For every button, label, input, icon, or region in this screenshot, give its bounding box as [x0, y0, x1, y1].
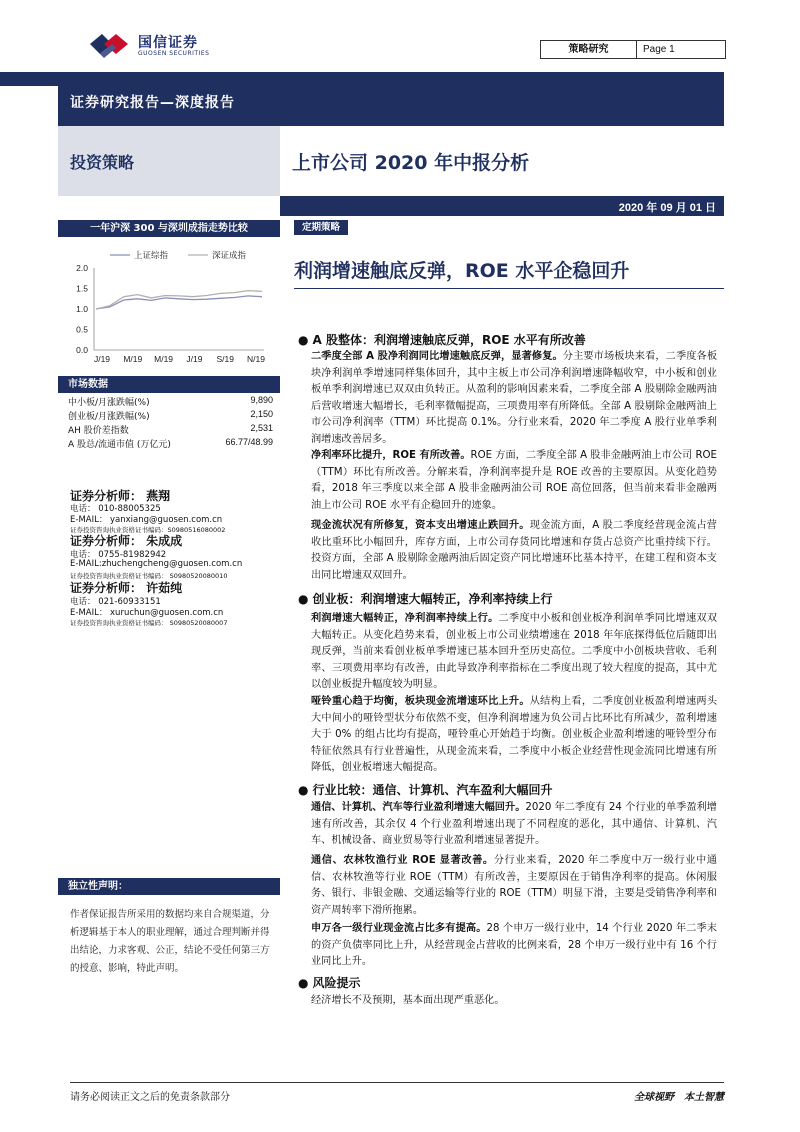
- x-tick-label: J/19: [93, 354, 111, 364]
- x-tick-label: M/19: [123, 354, 143, 364]
- y-tick-label: 0.5: [76, 324, 88, 335]
- y-tick-label: 1.5: [76, 283, 88, 294]
- paragraph-text: 二季度中小板和创业板净利润单季同比增速双双大幅转正。从变化趋势来看，创业板上市公司业绩增速在 2018 年年底探得低位后随即出现反弹，当前来看创业板单季增速已基本回升至历史高位。二季度中小创板块营收、毛利率、三项费用率均有改善，由此导致净利率指标在二季度出现了较大程度的提高，其中尤以创业板提升幅度较为明显。: [311, 613, 718, 690]
- category-label: 策略研究: [541, 41, 637, 58]
- market-row: [68, 423, 273, 436]
- paragraph-text: ROE 方面，二季度全部 A 股非金融两油上市公司 ROE（TTM）环比有所改善。分解来看，净利润率提升是 ROE 改善的主要原因。从变化趋势看，2018 年三季度以来全部 A 股非金融两油公司 ROE 高位回落，但当前来看非金融两油上市公司 ROE 水平有企稳回升的迹象。: [311, 450, 717, 511]
- footer-disclaimer-note: 请务必阅读正文之后的免责条款部分: [70, 1092, 230, 1103]
- analyst-cert: 证券投资咨询执业资格证书编码： S0980520080010: [70, 572, 228, 580]
- analyst-name: 证券分析师： 朱成成: [70, 534, 183, 548]
- section-heading-text: 行业比较：通信、计算机、汽车盈利大幅回升: [312, 783, 553, 797]
- x-tick-label: M/19: [154, 354, 174, 364]
- market-value: 9,890: [250, 395, 273, 405]
- bullet-icon: ●: [298, 783, 309, 797]
- paragraph-lead: 申万各一级行业现金流占比多有提高。: [311, 923, 487, 934]
- logo-name: 国信证券: [138, 35, 198, 51]
- title-rule: [294, 288, 724, 289]
- paragraph-text: 28 个申万一级行业中，14 个行业 2020 年二季末的资产负债率同比上升，从经营现金占营收的比例来看，28 个申万一级行业中有 16 个行业同比上升。: [311, 923, 717, 967]
- paragraph-text: 从结构上看，二季度创业板盈利增速两头大中间小的哑铃型状分布依然不变，但净利润增速为负公司占比环比有所减少，盈利增速大于 0% 的组占比均有提高，哑铃重心开始趋于均衡。创业板企业盈利增速的哑铃型分布特征依然具有行业普遍性，从现金流来看，二季度中小板企业经营性现金流同比增速有所降低，创业板增速大幅提高。: [311, 696, 718, 773]
- paragraph: [311, 800, 717, 850]
- disclaimer-title: 独立性声明：: [68, 881, 128, 892]
- report-date: 2020 年 09 月 01 日: [618, 202, 716, 214]
- market-data-title: 市场数据: [68, 379, 108, 390]
- analyst-cert: 证券投资咨询执业资格证书编码：S0980516080002: [70, 526, 226, 534]
- disclaimer-bar: [58, 878, 280, 895]
- paragraph-lead: 利润增速大幅转正，净利润率持续上行。: [311, 613, 499, 624]
- section-heading-text: A 股整体：利润增速触底反弹，ROE 水平有所改善: [312, 333, 586, 347]
- bullet-icon: ●: [298, 976, 309, 990]
- paragraph-lead: 通信、农林牧渔行业 ROE 显著改善。: [311, 855, 494, 866]
- section-heading: [298, 331, 586, 348]
- paragraph: [311, 921, 717, 971]
- paragraph: [311, 853, 717, 919]
- market-row: [68, 395, 273, 408]
- market-label: A 股总/流通市值 (万亿元): [68, 440, 171, 450]
- market-data-bar: [58, 376, 280, 393]
- analyst-name: 证券分析师： 许茹纯: [70, 581, 183, 595]
- paragraph-lead: 通信、计算机、汽车等行业盈利增速大幅回升。: [311, 802, 526, 813]
- footer-slogan: 全球视野 本土智慧: [634, 1092, 724, 1103]
- paragraph: [311, 611, 717, 694]
- paragraph-text: 分主要市场板块来看，二季度各板块净利润单季增速同样集体回升，其中主板上市公司净利润增速降幅收窄，中小板和创业板单季利润增速已双双由负转正。从盈利的影响因素来看，二季度全部 A 股剔除金融两油后营收增速大幅增长，毛利率微幅提高，三项费用率有所降低。全部 A 股剔除金融两油上市公司净利润率（TTM）环比提高 0.1%。分行业来看，2020 年二季度 A 股行业单季利润增速改善居多。: [311, 351, 718, 445]
- paragraph-text: 分行业来看，2020 年二季度中万一级行业中通信、农林牧渔等行业 ROE（TTM）有所改善，主要原因在于销售净利率的提高。休闲服务、银行、非银金融、交通运输等行业的 ROE（TTM）明显下滑，主要是受销售净利率和资产周转率下滑所拖累。: [311, 855, 717, 916]
- paragraph-lead: 哑铃重心趋于均衡，板块现金流增速环比上升。: [311, 696, 530, 707]
- guosen-logo-icon: [88, 30, 132, 58]
- paragraph: [311, 993, 717, 1010]
- legend-label: 上证综指: [134, 251, 169, 261]
- analyst-phone: 电话： 010-88005325: [70, 504, 161, 514]
- section-heading-text: 风险提示: [312, 976, 361, 990]
- report-title: 上市公司 2020 年中报分析: [292, 152, 530, 174]
- paragraph-lead: 二季度全部 A 股净利润同比增速触底反弹，显著修复。: [311, 351, 563, 362]
- disclaimer-text: 作者保证报告所采用的数据均来自合规渠道，分析逻辑基于本人的职业理解，通过合理判断并得出结论，力求客观、公正，结论不受任何第三方的授意、影响，特此声明。: [70, 909, 270, 974]
- index-comparison-chart: [58, 242, 280, 367]
- section-heading: [298, 974, 361, 991]
- footer-rule: [70, 1082, 724, 1083]
- paragraph: [311, 349, 717, 448]
- y-tick-label: 2.0: [76, 263, 88, 273]
- market-value: 2,150: [250, 409, 273, 419]
- analyst-phone: 电话： 0755-81982942: [70, 550, 167, 560]
- series-line: [96, 291, 262, 309]
- header-band: [0, 72, 724, 86]
- section-name: 投资策略: [70, 153, 135, 172]
- market-label: AH 股价差指数: [68, 426, 129, 436]
- market-row: [68, 437, 273, 450]
- section-heading-text: 创业板：利润增速大幅转正，净利率持续上行: [312, 592, 553, 606]
- paragraph: [311, 694, 717, 777]
- analyst-cert: 证券投资咨询执业资格证书编码： S0980520080007: [70, 619, 228, 627]
- paragraph: [311, 518, 717, 584]
- x-tick-label: J/19: [186, 354, 203, 364]
- bullet-icon: ●: [298, 592, 309, 606]
- paragraph-lead: 现金流状况有所修复，资本支出增速止跌回升。: [311, 520, 530, 531]
- section-heading: [298, 590, 553, 607]
- header-info-box: [540, 40, 726, 59]
- analyst-email[interactable]: E-MAIL： yanxiang@guosen.com.cn: [70, 515, 223, 525]
- y-tick-label: 1.0: [76, 304, 88, 314]
- legend-label: 深证成指: [212, 251, 247, 261]
- x-tick-label: S/19: [216, 354, 234, 364]
- market-value: 66.77/48.99: [225, 437, 273, 447]
- analyst-email[interactable]: E-MAIL:zhuchengcheng@guosen.com.cn: [70, 559, 243, 569]
- analyst-email[interactable]: E-MAIL： xuruchun@guosen.com.cn: [70, 608, 224, 618]
- report-type: 证券研究报告—深度报告: [70, 95, 235, 111]
- bullet-icon: ●: [298, 333, 309, 347]
- paragraph-text: 经济增长不及预期，基本面出现严重恶化。: [311, 995, 505, 1006]
- x-tick-label: N/19: [247, 354, 265, 364]
- paragraph: [311, 448, 717, 514]
- logo-english-name: GUOSEN SECURITIES: [138, 50, 210, 57]
- main-title: 利润增速触底反弹，ROE 水平企稳回升: [294, 260, 630, 282]
- chart-title: 一年沪深 300 与深圳成指走势比较: [90, 223, 248, 234]
- market-label: 中小板/月涨跌幅(%): [68, 398, 150, 408]
- analyst-phone: 电话： 021-60933151: [70, 597, 161, 607]
- section-heading: [298, 781, 553, 798]
- page-number: Page 1: [643, 44, 675, 55]
- y-tick-label: 0.0: [76, 345, 88, 355]
- chart-title-bar: [58, 220, 280, 237]
- market-label: 创业板/月涨跌幅(%): [68, 412, 150, 422]
- market-value: 2,531: [250, 423, 273, 433]
- paragraph-text: 2020 年二季度有 24 个行业的单季盈利增速有所改善，其余仅 4 个行业盈利增速出现了不同程度的恶化，其中通信、计算机、汽车、机械设备、商业贸易等行业盈利增速显著提升。: [311, 802, 717, 846]
- strategy-tag: 定期策略: [294, 220, 348, 235]
- paragraph-lead: 净利率环比提升，ROE 有所改善。: [311, 450, 471, 461]
- paragraph-text: 现金流方面，A 股二季度经营现金流占营收比重环比小幅回升，库存方面，上市公司存货同比增速和存货占总资产比重持续下行。投资方面，全部 A 股剔除金融两油后固定资产同比增速环比基本持平，在建工程和资本支出同比增速双双回升。: [311, 520, 717, 581]
- market-row: [68, 409, 273, 422]
- analyst-name: 证券分析师： 燕翔: [70, 489, 171, 503]
